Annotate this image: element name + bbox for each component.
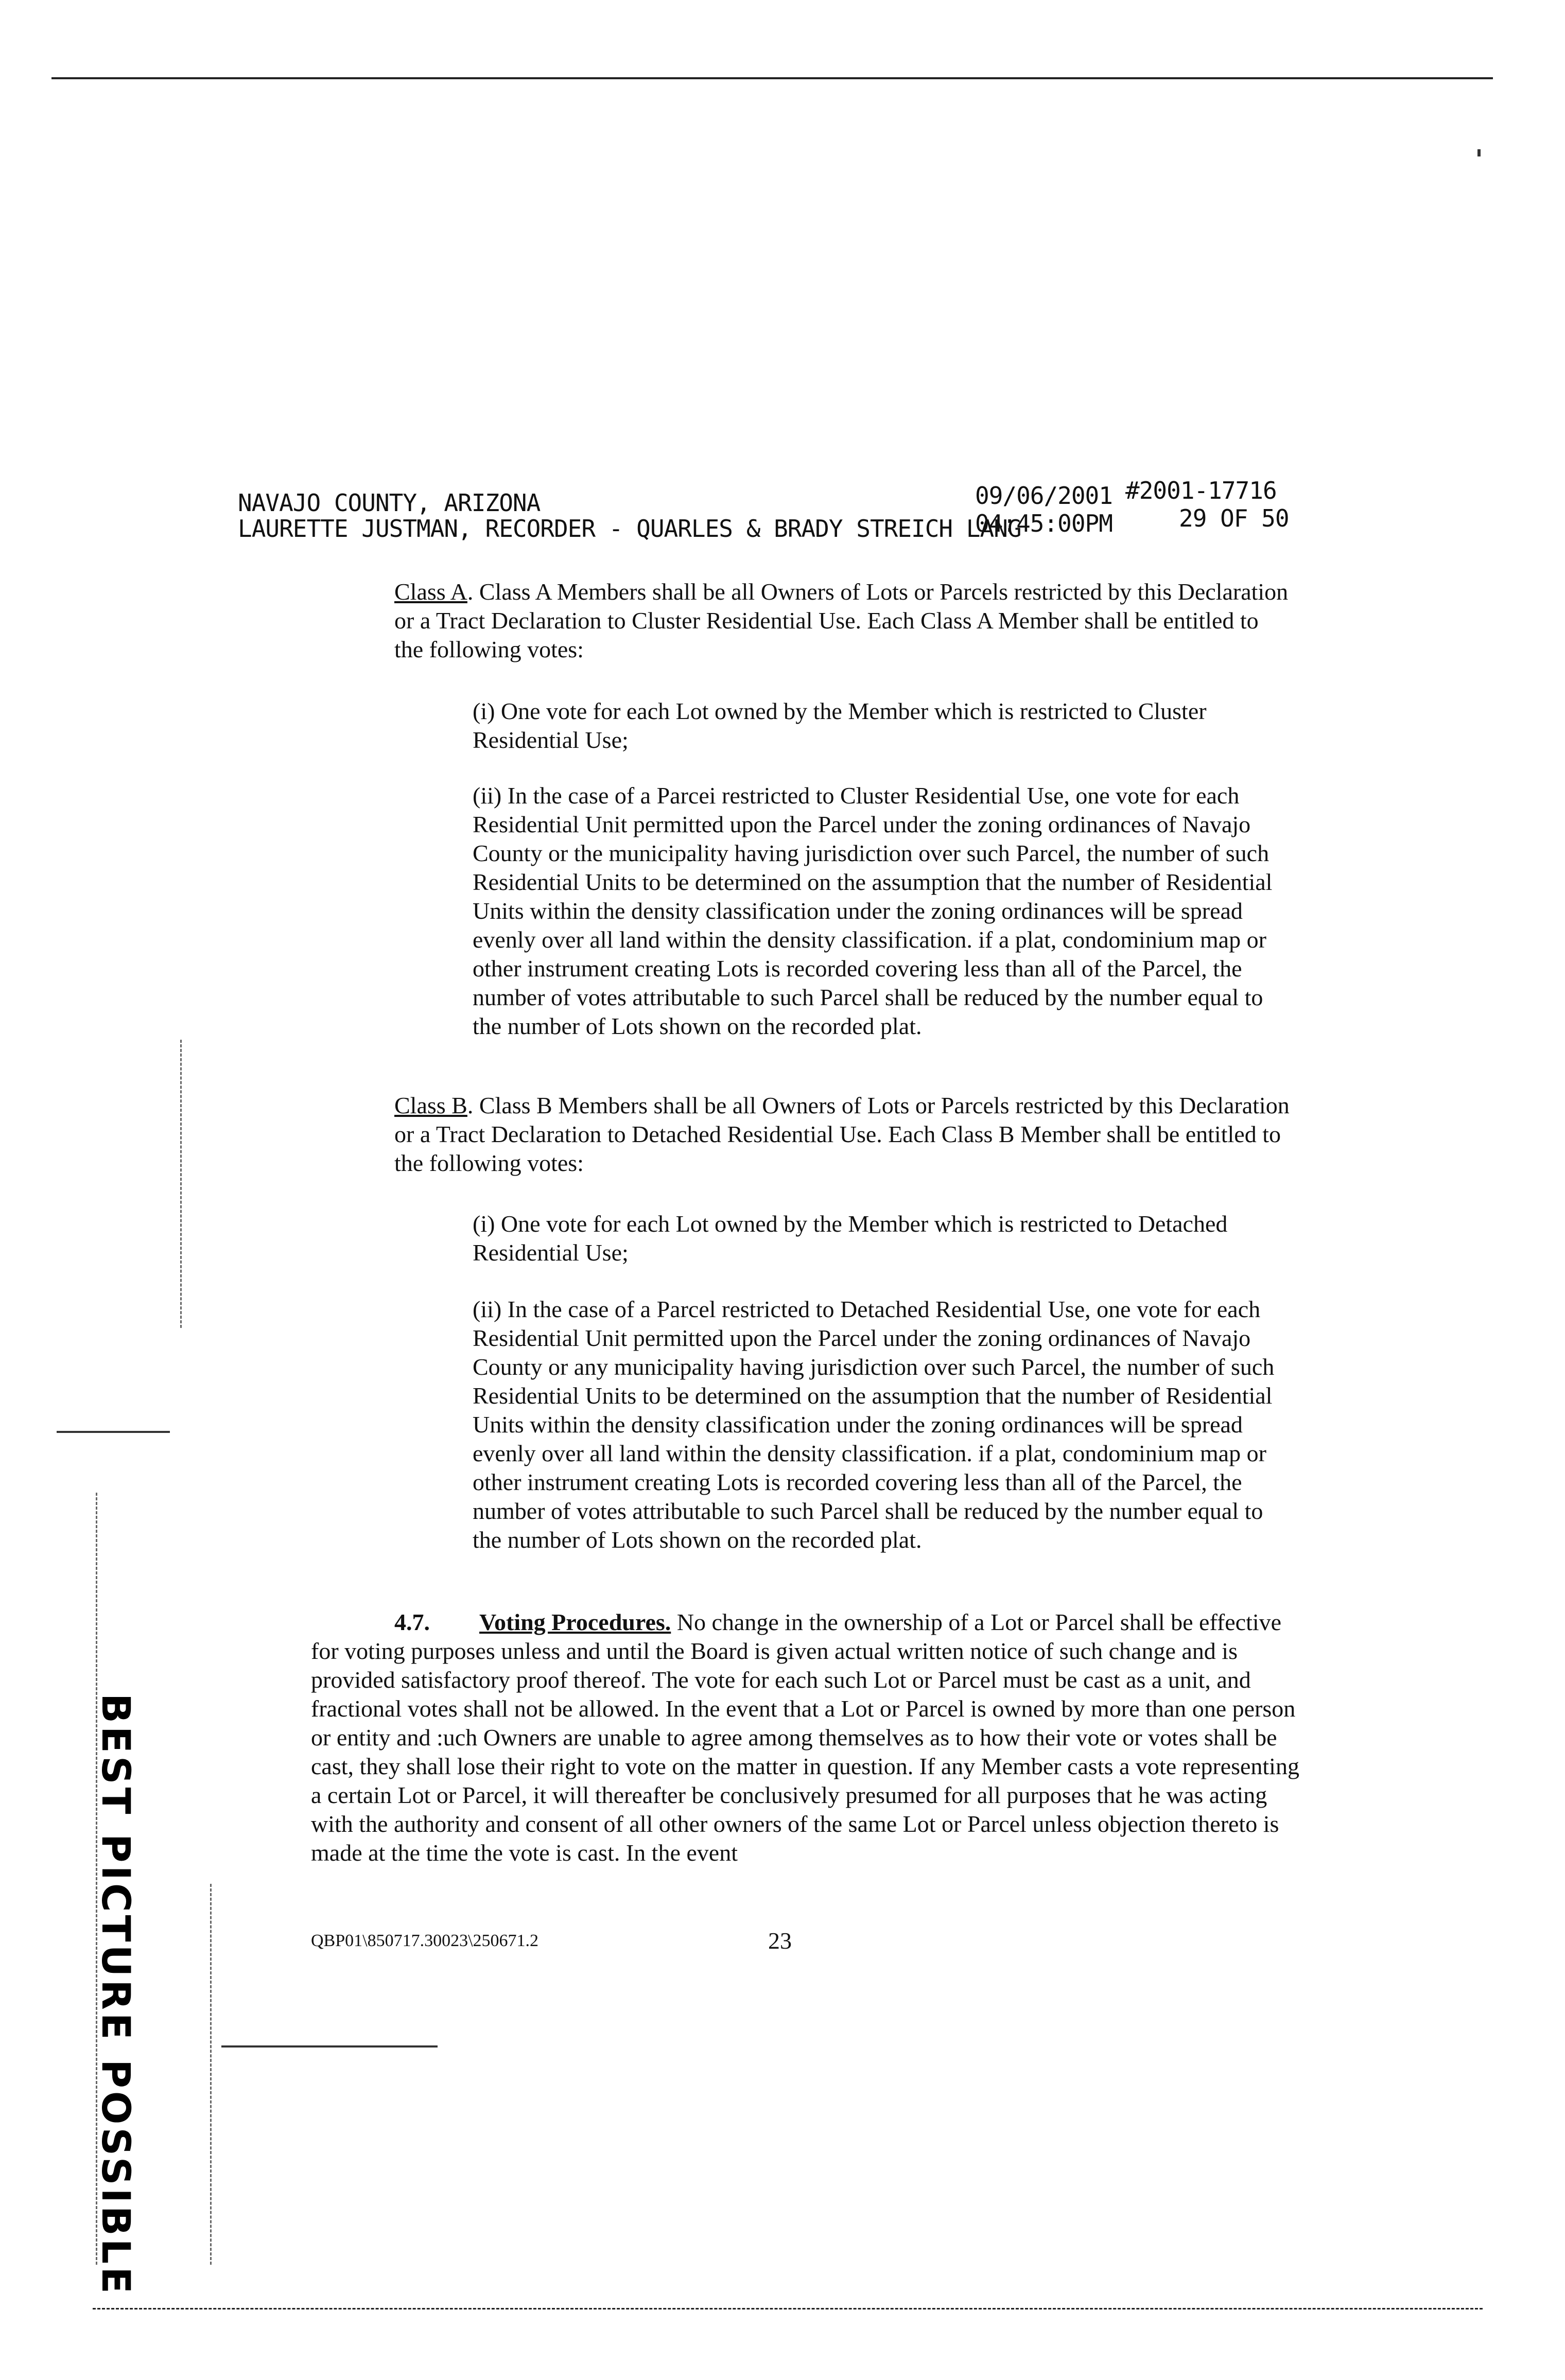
best-picture-stamp: BEST PICTURE POSSIBLE xyxy=(93,1693,139,2297)
class-a-paragraph xyxy=(394,577,1290,664)
header-page-of: 29 OF 50 xyxy=(1179,504,1289,532)
section-4-7 xyxy=(311,1608,1305,1867)
class-a-heading: Class A xyxy=(394,579,467,605)
section-number: 4.7. xyxy=(394,1609,430,1635)
section-text: No change in the ownership of a Lot or Parcel shall be effective for voting purposes unless and until the Board is given actual written notice of such change and is provided satisfactory proof thereof. The vote for each such Lot or Parcel must be cast as a unit, and fractional votes shall not be allowed. In the event that a Lot or Parcel is owned by more than one person or entity and :uch Owners are unable to agree among themselves as to how their vote or votes shall be cast, they shall lose their right to vote on the matter in question. If any Member casts a vote representing a certain Lot or Parcel, it will thereafter be conclusively presumed for all purposes that he was acting with the authority and consent of all other owners of the same Lot or Parcel unless objection thereto is made at the time the vote is cast. In the event xyxy=(311,1609,1299,1866)
scan-left-margin-mark xyxy=(180,1040,182,1328)
class-a-intro: . Class A Members shall be all Owners of Lots or Parcels restricted by this Declaration or a Tract Declaration to Cluster Residential Use. Each Class A Member shall be entitled to the following votes: xyxy=(394,579,1289,662)
header-date: 09/06/2001 xyxy=(975,482,1112,510)
section-title: Voting Procedures. xyxy=(479,1609,671,1635)
header-time: 04:45:00PM xyxy=(975,510,1112,537)
class-b-heading: Class B xyxy=(394,1092,467,1118)
footer-doc-id: QBP01\850717.30023\250671.2 xyxy=(311,1931,539,1950)
page-number: 23 xyxy=(768,1928,792,1954)
header-recorder: LAURETTE JUSTMAN, RECORDER - QUARLES & BRADY STREICH LANG xyxy=(238,515,1021,542)
header-doc-number: #2001-17716 xyxy=(1125,477,1277,504)
scan-artifact-line-2 xyxy=(221,2045,438,2047)
header-county: NAVAJO COUNTY, ARIZONA xyxy=(238,489,541,517)
class-b-intro: . Class B Members shall be all Owners of Lots or Parcels restricted by this Declaration or a Tract Declaration to Detached Residential Use. Each Class B Member shall be entitled to the following votes: xyxy=(394,1092,1290,1176)
class-b-paragraph xyxy=(394,1091,1290,1178)
class-b-item-ii: (ii) In the case of a Parcel restricted to Detached Residential Use, one vote for each Residential Unit permitted upon the Parcel under the zoning ordinances of Navajo County or any municipality having jurisdiction over such Parcel, the number of such Residential Units to be determined on the assumption that the number of Residential Units within the density classification under the zoning ordinances will be spread evenly over all land within the density classification. if a plat, condominium map or other instrument creating Lots is recorded covering less than all of the Parcel, the number of votes attributable to such Parcel shall be reduced by the number equal to the number of Lots shown on the recorded plat. xyxy=(473,1296,1275,1553)
scan-speck xyxy=(1477,149,1481,156)
scan-top-edge xyxy=(51,77,1493,79)
scan-artifact-line xyxy=(57,1431,170,1433)
class-a-item-ii: (ii) In the case of a Parcei restricted to Cluster Residential Use, one vote for each Residential Unit permitted upon the Parcel under the zoning ordinances of Navajo County or the municipality having jurisdiction over such Parcel, the number of such Residential Units to be determined on the assumption that the number of Residential Units within the density classification under the zoning ordinances will be spread evenly over all land within the density classification. if a plat, condominium map or other instrument creating Lots is recorded covering less than all of the Parcel, the number of votes attributable to such Parcel shall be reduced by the number equal to the number of Lots shown on the recorded plat. xyxy=(473,782,1273,1039)
class-a-item-i: (i) One vote for each Lot owned by the Member which is restricted to Cluster Residential Use; xyxy=(473,698,1207,753)
class-b-item-i: (i) One vote for each Lot owned by the Member which is restricted to Detached Residential Use; xyxy=(473,1211,1228,1266)
scan-bottom-edge xyxy=(93,2308,1483,2309)
scan-left-margin-mark-3 xyxy=(210,1884,212,2265)
